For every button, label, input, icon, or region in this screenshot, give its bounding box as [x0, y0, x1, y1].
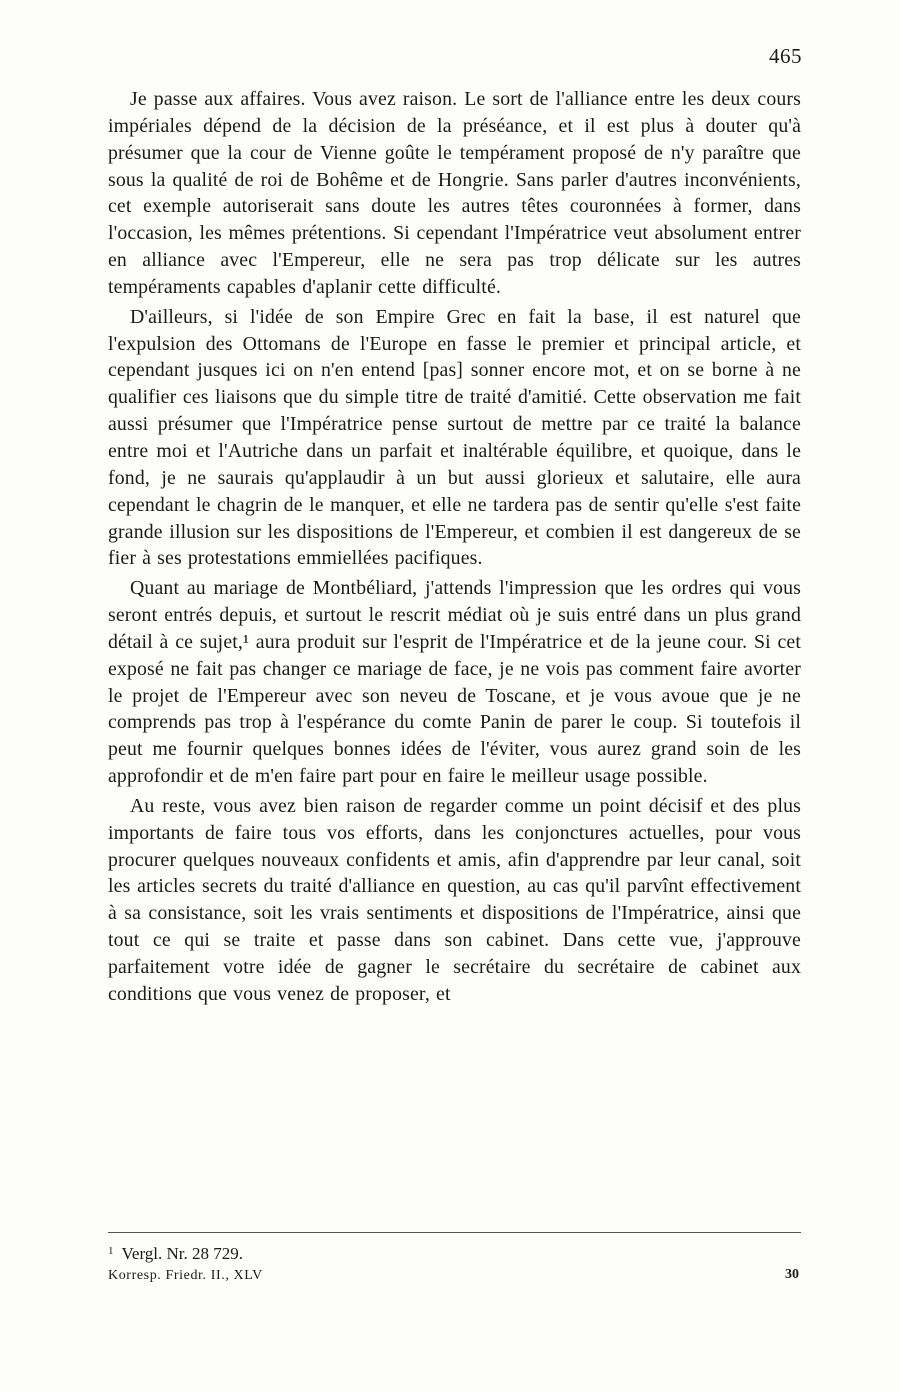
footnote-marker: 1	[108, 1245, 114, 1257]
page-number: 465	[769, 44, 802, 68]
paragraph-4: Au reste, vous avez bien raison de regarder comme un point décisif et des plus importants de faire tous vos efforts, dans les conjonctures actuelles, pour vous procurer quelques nouveaux confidents et amis, afin d'apprendre par leur canal, soit les articles secrets du traité d'alliance en question, au cas qu'il parvînt effectivement à sa consistance, soit les vrais sentiments et dispositions de l'Impératrice, ainsi que tout ce qui se traite et passe dans son cabinet. Dans cette vue, j'approuve parfaitement votre idée de gagner le secrétaire du secrétaire de cabinet aux conditions que vous venez de proposer, et	[108, 794, 801, 1005]
footnote-text: Vergl. Nr. 28 729.	[121, 1244, 244, 1263]
footnote	[108, 1239, 801, 1266]
footnote-divider	[108, 1232, 801, 1233]
paragraph-1: Je passe aux affaires. Vous avez raison. Le sort de l'alliance entre les deux cours impériales dépend de la décision de la préséance, et il est plus à douter qu'à présumer que la cour de Vienne goûte le tempérament proposé de n'y paraître que sous la qualité de roi de Bohême et de Hongrie. Sans parler d'autres inconvénients, cet exemple autoriserait sans doute les autres têtes couronnées à former, dans l'occasion, les mêmes prétentions. Si cependant l'Impératrice veut absolument entrer en alliance avec l'Empereur, elle ne sera pas trop délicate sur les autres tempéraments capables d'aplanir cette difficulté.	[108, 88, 801, 298]
paragraph-2: D'ailleurs, si l'idée de son Empire Grec en fait la base, il est naturel que l'expulsion des Ottomans de l'Europe en fasse le premier et principal article, et cependant jusques ici on n'en entend [pas] sonner encore mot, et on se borne à ne qualifier ces liaisons que du simple titre de traité d'amitié. Cette observation me fait aussi présumer que l'Impératrice pense surtout de mettre par ce traité la balance entre moi et l'Autriche dans un parfait et inaltérable équilibre, et quoique, dans le fond, je ne saurais qu'applaudir à un but aussi glorieux et salutaire, elle aura cependant le chagrin de le manquer, et elle ne tardera pas de sentir qu'elle s'est faite grande illusion sur les dispositions de l'Empereur, et combien il est dangereux de se fier à ses protestations emmiellées pacifiques.	[108, 305, 801, 570]
footer-source: Korresp. Friedr. II., XLV	[108, 1268, 263, 1283]
paragraph-3: Quant au mariage de Montbéliard, j'attends l'impression que les ordres qui vous seront entrés depuis, et surtout le rescrit médiat où je suis entré dans un plus grand détail à ce sujet,¹ aura produit sur l'esprit de l'Impératrice et de la jeune cour. Si cet exposé ne fait pas changer ce mariage de face, je ne vois pas comment faire avorter le projet de l'Empereur avec son neveu de Toscane, et je vous avoue que je ne comprends pas trop à l'espérance du comte Panin de parer le coup. Si toutefois il peut me fournir quelques bonnes idées de l'éviter, vous aurez grand soin de les approfondir et de m'en faire part pour en faire le meilleur usage possible.	[108, 577, 801, 788]
footer-sheet-number: 30	[785, 1267, 799, 1282]
body-text	[108, 86, 801, 1008]
